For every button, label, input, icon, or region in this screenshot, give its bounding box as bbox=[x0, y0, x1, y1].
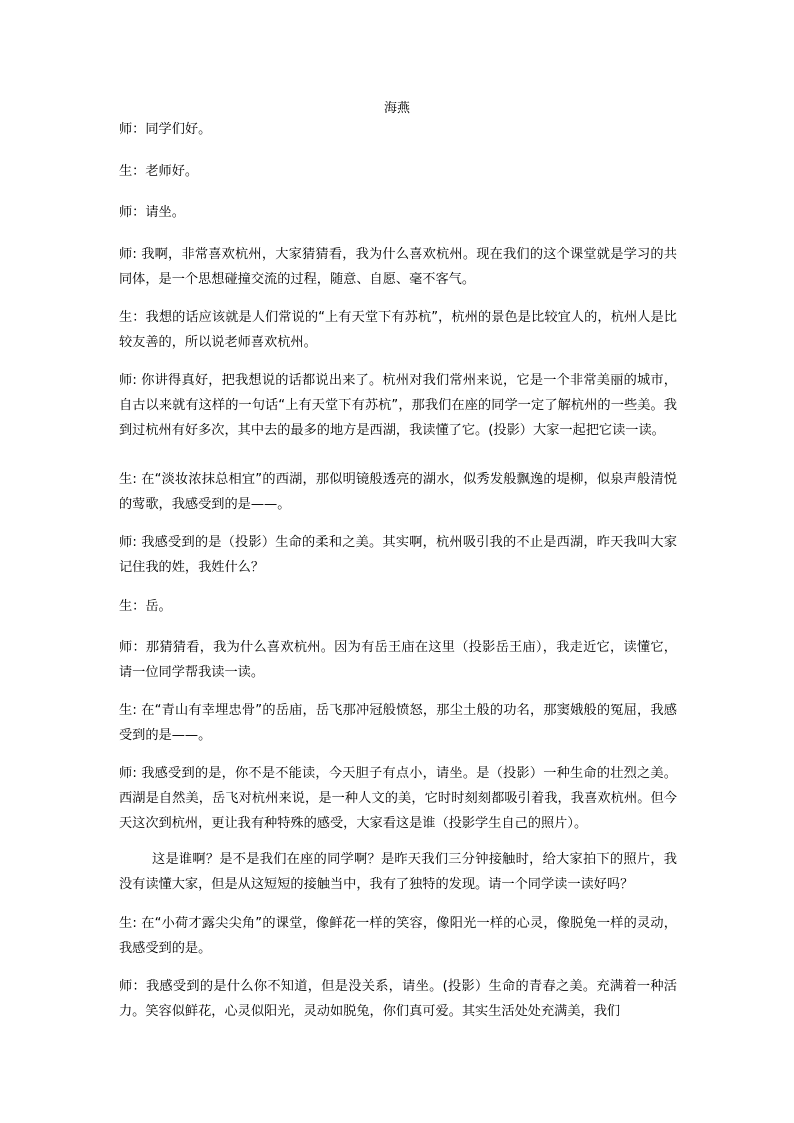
paragraph-6: 师: 你讲得真好，把我想说的话都说出来了。杭州对我们常州来说，它是一个非常美丽的城市，自古以来就有这样的一句话“上有天堂下有苏杭”，那我们在座的同学一定了解杭州的一些美。我到过杭州有好多次，其中去的最多的地方是西湖，我读懂了它。(投影）大家一起把它读一读。 bbox=[119, 373, 677, 438]
paragraph-2: 生：老师好。 bbox=[119, 164, 199, 179]
paragraph-14: 生: 在“小荷才露尖尖角”的课堂，像鲜花一样的笑容，像阳光一样的心灵，像脱兔一样的灵动，我感受到的是。 bbox=[119, 916, 677, 956]
paragraph-15: 师：我感受到的是什么你不知道，但是没关系，请坐。(投影）生命的青春之美。充满着一种活力。笑容似鲜花，心灵似阳光，灵动如脱兔，你们真可爱。其实生活处处充满美，我们 bbox=[119, 979, 677, 1019]
paragraph-10: 师：那猜猜看，我为什么喜欢杭州。因为有岳王庙在这里（投影岳王庙），我走近它，读懂它，请一位同学帮我读一读。 bbox=[119, 640, 677, 680]
paragraph-7: 生: 在“淡妆浓抹总相宜”的西湖，那似明镜般透亮的湖水，似秀发般飘逸的堤柳，似泉声般清悦的莺歌，我感受到的是——。 bbox=[119, 472, 677, 512]
paragraph-12: 师: 我感受到的是，你不是不能读，今天胆子有点小，请坐。是（投影）一种生命的壮烈之美。西湖是自然美，岳飞对杭州来说，是一种人文的美，它时时刻刻都吸引着我，我喜欢杭州。但今天这次到杭州，更让我有种特殊的感受，大家看这是谁（投影学生自己的照片）。 bbox=[119, 766, 677, 831]
paragraph-9: 生：岳。 bbox=[119, 599, 172, 614]
paragraph-4: 师: 我啊，非常喜欢杭州，大家猜猜看，我为什么喜欢杭州。现在我们的这个课堂就是学习的共同体，是一个思想碰撞交流的过程，随意、自愿、毫不客气。 bbox=[119, 247, 677, 287]
paragraph-8: 师: 我感受到的是（投影）生命的柔和之美。其实啊，杭州吸引我的不止是西湖，昨天我叫大家记住我的姓，我姓什么？ bbox=[119, 535, 677, 575]
paragraph-13: 这是谁啊？是不是我们在座的同学啊？是昨天我们三分钟接触时，给大家拍下的照片，我没有读懂大家，但是从这短短的接触当中，我有了独特的发现。请一个同学读一读好吗？ bbox=[119, 852, 677, 892]
paragraph-11: 生: 在“青山有幸埋忠骨”的岳庙，岳飞那冲冠般愤怒，那尘土般的功名，那窦娥般的冤屈，我感受到的是——。 bbox=[119, 703, 677, 743]
paragraph-3: 师：请坐。 bbox=[119, 205, 185, 220]
paragraph-1: 师：同学们好。 bbox=[119, 122, 212, 137]
document-title: 海燕 bbox=[383, 101, 410, 116]
paragraph-5: 生：我想的话应该就是人们常说的“上有天堂下有苏杭”，杭州的景色是比较宜人的，杭州人是比较友善的，所以说老师喜欢杭州。 bbox=[119, 310, 677, 350]
